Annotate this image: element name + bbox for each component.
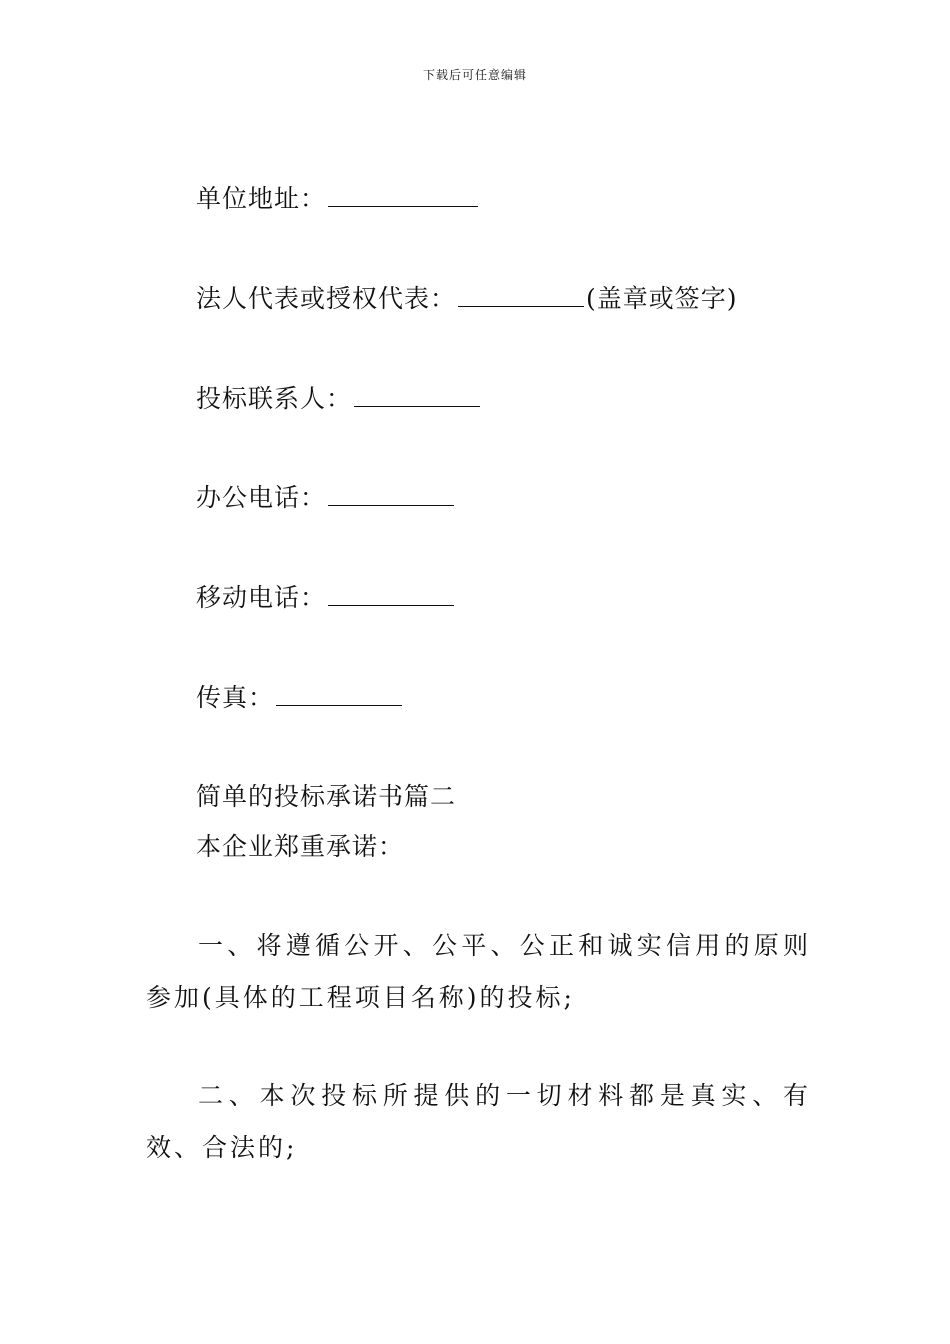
blank-line <box>458 286 584 307</box>
field-suffix: (盖章或签字) <box>586 284 738 313</box>
blank-line <box>328 485 454 506</box>
paragraph: 一、将遵循公开、公平、公正和诚实信用的原则参加(具体的工程项目名称)的投标; <box>146 931 811 1012</box>
field-label: 投标联系人： <box>196 384 353 413</box>
paragraph: 二、本次投标所提供的一切材料都是真实、有效、合法的; <box>146 1081 811 1162</box>
field-company-address <box>196 182 480 216</box>
field-label: 移动电话： <box>196 583 327 612</box>
blank-line <box>276 685 402 706</box>
field-label: 传真： <box>196 683 275 712</box>
field-label: 单位地址： <box>196 184 327 213</box>
field-label: 法人代表或授权代表： <box>196 284 457 313</box>
blank-line <box>354 386 480 407</box>
field-bid-contact <box>196 382 482 416</box>
blank-line <box>328 186 478 207</box>
page-header: 下载后可任意编辑 <box>422 68 527 82</box>
section-title: 简单的投标承诺书篇二 <box>196 782 457 811</box>
field-office-phone <box>196 481 456 515</box>
section-intro: 本企业郑重承诺： <box>196 832 405 861</box>
field-fax <box>196 681 404 715</box>
field-legal-representative <box>196 282 738 316</box>
field-label: 办公电话： <box>196 483 327 512</box>
field-mobile-phone <box>196 581 456 615</box>
blank-line <box>328 585 454 606</box>
